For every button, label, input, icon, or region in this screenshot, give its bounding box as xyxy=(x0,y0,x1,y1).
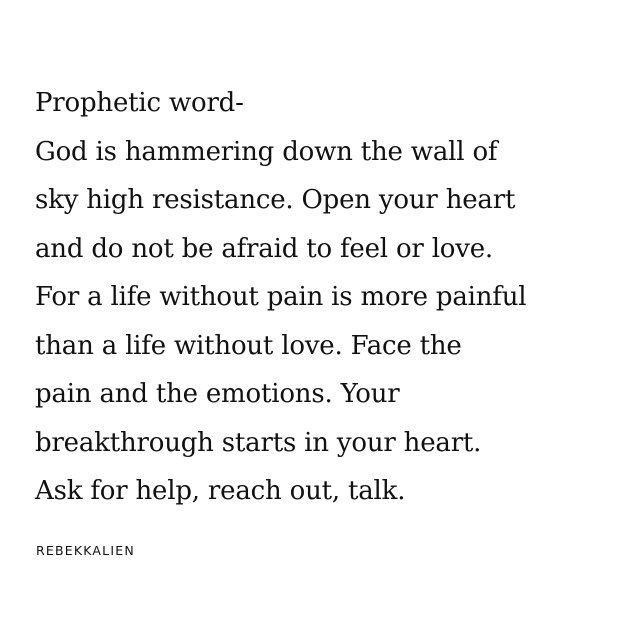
quote-line: sky high resistance. Open your heart xyxy=(35,185,516,215)
quote-line: God is hammering down the wall of xyxy=(35,136,498,167)
quote-line: and do not be afraid to feel or love. xyxy=(35,233,493,264)
author-signature: REBEKKALIEN xyxy=(36,543,135,558)
quote-line: than a life without love. Face the xyxy=(35,330,462,361)
quote-line: pain and the emotions. Your xyxy=(35,379,400,409)
quote-line: breakthrough starts in your heart. xyxy=(35,427,482,458)
quote-text xyxy=(35,79,625,516)
quote-line: For a life without pain is more painful xyxy=(35,282,527,312)
quote-title: Prophetic word- xyxy=(35,88,244,118)
quote-line: Ask for help, reach out, talk. xyxy=(35,476,406,506)
